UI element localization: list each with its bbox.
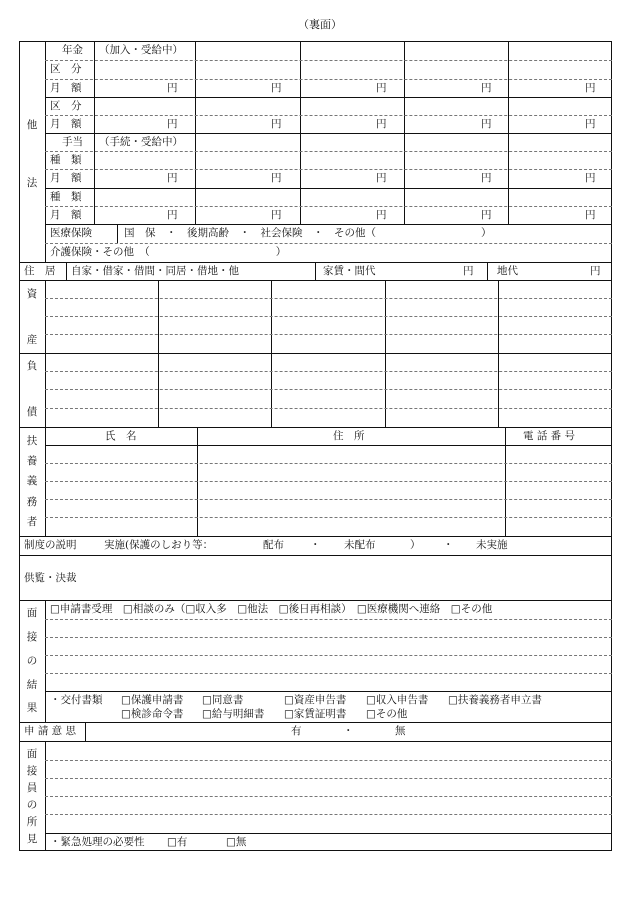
doc-checkbox: □給与明細書 <box>202 708 265 720</box>
yen-mark: 円 <box>585 82 596 94</box>
jukyo-divider-2 <box>315 262 316 280</box>
kaigo-label: 介護保険・その他 （ ） <box>50 246 287 258</box>
section-line <box>19 427 612 428</box>
yen-mark: 円 <box>376 82 387 94</box>
form-frame <box>19 41 612 851</box>
seido-close: ） <box>410 539 421 551</box>
yen-mark: 円 <box>376 209 387 221</box>
seido-haifu: 配布 <box>263 539 284 551</box>
row-line <box>45 115 612 116</box>
row-line <box>45 637 612 638</box>
tahou-label-2: 法 <box>26 177 38 189</box>
row-line <box>45 655 612 656</box>
kekka-label-4: 結 <box>26 679 38 691</box>
ishi-no: 無 <box>395 725 406 737</box>
teate-note: （手続・受給中） <box>99 136 183 148</box>
row-line <box>45 796 612 797</box>
doc-checkbox: □家賃証明書 <box>284 708 347 720</box>
yen-mark: 円 <box>271 209 282 221</box>
shisan-label-1: 資 <box>26 288 38 300</box>
seido-dot-1: ・ <box>310 539 321 551</box>
row-line <box>45 389 612 390</box>
yen-mark: 円 <box>481 82 492 94</box>
shoken-label-6: 見 <box>26 833 38 845</box>
fuyou-label-2: 養 <box>26 455 38 467</box>
jukyo-options: 自家・借家・借間・同居・借地・他 <box>71 265 239 277</box>
kekka-label-1: 面 <box>26 607 38 619</box>
doc-checkbox: □その他 <box>366 708 408 720</box>
row-line <box>45 778 612 779</box>
kinkyu-no-checkbox: □無 <box>226 836 247 848</box>
kubun-label: 区 分 <box>50 63 82 75</box>
fuyou-label-3: 義 <box>26 475 38 487</box>
doc-checkbox: □収入申告書 <box>366 694 429 706</box>
fuyou-header-phone: 電 話 番 号 <box>523 430 576 442</box>
getsugaku-label: 月 額 <box>50 172 82 184</box>
yachin-label: 家賃・間代 <box>323 265 376 277</box>
teate-label: 手当 <box>62 136 83 148</box>
row-line <box>45 463 612 464</box>
seido-jisshi: 実施(保護のしおり等： <box>104 539 214 551</box>
section-line <box>19 600 612 601</box>
row-line <box>45 188 612 189</box>
doc-checkbox: □検診命令書 <box>121 708 184 720</box>
kinkyu-yes-checkbox: □有 <box>167 836 188 848</box>
row-line <box>45 673 612 674</box>
section-line <box>19 536 612 537</box>
fuyou-label-4: 務 <box>26 496 38 508</box>
fuyou-label-5: 者 <box>26 516 38 528</box>
row-line <box>45 517 612 518</box>
shoken-label-2: 接 <box>26 765 38 777</box>
getsugaku-label: 月 額 <box>50 82 82 94</box>
iryo-divider <box>117 224 118 243</box>
row-line <box>45 206 612 207</box>
shoken-label-1: 面 <box>26 748 38 760</box>
section-line <box>19 722 612 723</box>
kekka-label-2: 接 <box>26 631 38 643</box>
row-line <box>45 499 612 500</box>
ishi-dot: ・ <box>343 725 354 737</box>
iryo-options: 国 保 ・ 後期高齢 ・ 社会保険 ・ その他（ ） <box>124 227 492 239</box>
yen-mark: 円 <box>481 172 492 184</box>
chidai-label: 地代 <box>497 265 518 277</box>
yen-mark: 円 <box>585 209 596 221</box>
row-line <box>45 298 612 299</box>
getsugaku-label: 月 額 <box>50 209 82 221</box>
yen-mark: 円 <box>376 172 387 184</box>
doc-checkbox: □同意書 <box>202 694 244 706</box>
jukyo-divider-3 <box>487 262 488 280</box>
kekka-check-line: □申請書受理 □相談のみ（□収入多 □他法 □後日再相談） □医療機関へ連絡 □その他 <box>50 603 493 615</box>
row-line <box>45 243 612 244</box>
row-line <box>45 760 612 761</box>
doc-checkbox: □保護申請書 <box>121 694 184 706</box>
iryo-label: 医療保険 <box>50 227 92 239</box>
nenkin-note: （加入・受給中） <box>99 44 183 56</box>
section-line <box>19 555 612 556</box>
yen-mark: 円 <box>167 209 178 221</box>
kekka-label-3: の <box>26 655 38 667</box>
page-title: （裏面） <box>298 18 342 31</box>
section-line <box>19 280 612 281</box>
doc-checkbox: □扶養義務者申立書 <box>448 694 542 706</box>
row-line <box>45 224 612 225</box>
row-line <box>45 371 612 372</box>
tahou-label-1: 他 <box>26 119 38 131</box>
row-line <box>45 97 612 98</box>
jukyo-divider-1 <box>66 262 67 280</box>
yen-mark: 円 <box>376 118 387 130</box>
jukyo-label: 住 居 <box>24 265 56 277</box>
kyoran-label: 供覧・決裁 <box>24 572 77 584</box>
yen-mark: 円 <box>585 172 596 184</box>
shoken-label-5: 所 <box>26 816 38 828</box>
seido-label: 制度の説明 <box>24 539 77 551</box>
row-line <box>45 814 612 815</box>
row-line <box>45 619 612 620</box>
yen-mark: 円 <box>271 172 282 184</box>
shisan-label-2: 産 <box>26 334 38 346</box>
shurui-label: 種 類 <box>50 191 82 203</box>
ishi-yes: 有 <box>291 725 302 737</box>
row-line <box>45 481 612 482</box>
row-line <box>45 79 612 80</box>
yen-mark: 円 <box>271 82 282 94</box>
row-line <box>45 151 612 152</box>
kekka-label-5: 果 <box>26 702 38 714</box>
fusai-label-1: 負 <box>26 360 38 372</box>
row-line <box>45 833 612 834</box>
shinsei-ishi-label: 申 請 意 思 <box>24 725 77 737</box>
yen-mark: 円 <box>481 209 492 221</box>
row-line <box>45 133 612 134</box>
seido-mihaifu: 未配布 <box>344 539 376 551</box>
section-line <box>19 741 612 742</box>
yen-mark: 円 <box>585 118 596 130</box>
shurui-label: 種 類 <box>50 154 82 166</box>
yen-mark: 円 <box>167 118 178 130</box>
fuyou-label-1: 扶 <box>26 435 38 447</box>
yen-mark: 円 <box>271 118 282 130</box>
fuyou-header-address: 住 所 <box>333 430 365 442</box>
doc-checkbox: □資産申告書 <box>284 694 347 706</box>
yen-mark: 円 <box>167 82 178 94</box>
row-line <box>45 334 612 335</box>
row-line <box>45 445 612 446</box>
ishi-divider <box>85 722 86 741</box>
nenkin-label: 年金 <box>62 44 83 56</box>
seido-mijisshi: 未実施 <box>476 539 508 551</box>
shoken-label-4: の <box>26 799 38 811</box>
shoken-label-3: 員 <box>26 782 38 794</box>
fusai-label-2: 債 <box>26 406 38 418</box>
row-line <box>45 316 612 317</box>
chidai-yen: 円 <box>590 265 601 277</box>
fuyou-header-name: 氏 名 <box>105 430 137 442</box>
getsugaku-label: 月 額 <box>50 118 82 130</box>
kinkyu-label: ・緊急処理の必要性 <box>50 836 145 848</box>
seido-dot-2: ・ <box>443 539 454 551</box>
yen-mark: 円 <box>481 118 492 130</box>
koufu-label: ・交付書類 <box>50 694 103 706</box>
row-line <box>45 408 612 409</box>
section-line <box>19 353 612 354</box>
row-line <box>45 169 612 170</box>
row-line <box>45 60 612 61</box>
yen-mark: 円 <box>167 172 178 184</box>
yachin-yen: 円 <box>463 265 474 277</box>
kubun-label: 区 分 <box>50 100 82 112</box>
row-line <box>45 691 612 692</box>
